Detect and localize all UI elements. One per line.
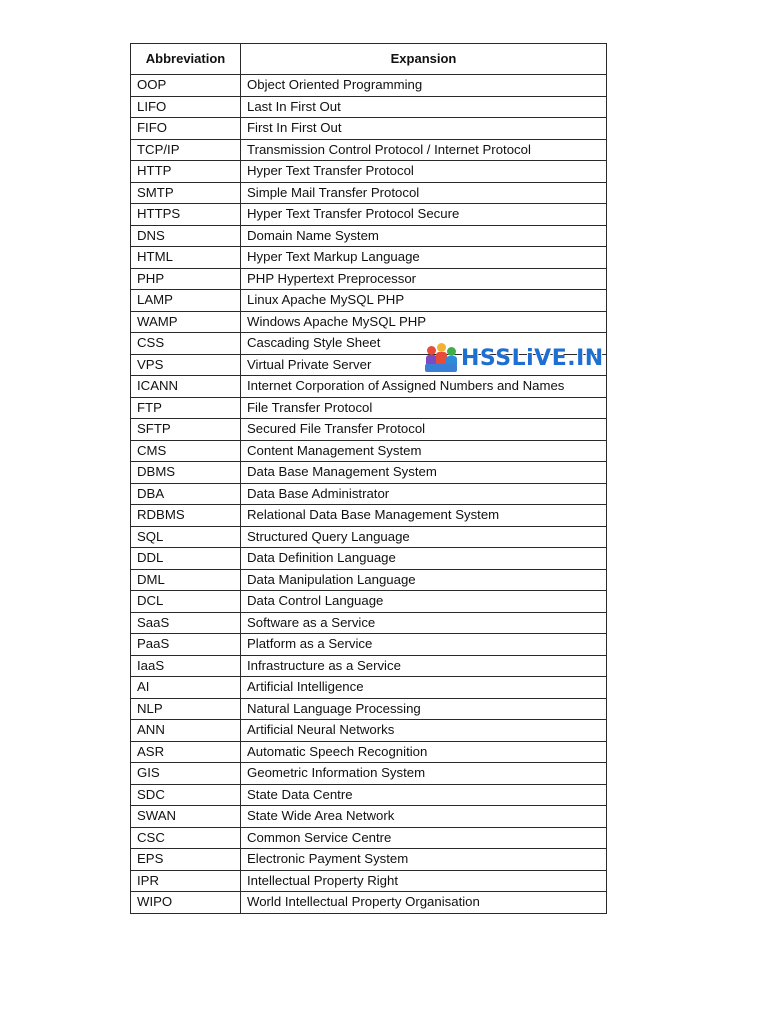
abbreviation-cell: HTML [131, 247, 241, 269]
table-row [131, 290, 607, 312]
watermark-text: HSSLiVE.IN [461, 345, 604, 371]
abbreviation-cell: SDC [131, 784, 241, 806]
table-row [131, 483, 607, 505]
abbreviation-cell: ASR [131, 741, 241, 763]
table-row [131, 419, 607, 441]
abbreviation-cell: FTP [131, 397, 241, 419]
expansion-cell: Windows Apache MySQL PHP [241, 311, 607, 333]
expansion-cell: Data Base Management System [241, 462, 607, 484]
table-row [131, 440, 607, 462]
table-row [131, 612, 607, 634]
table-row [131, 96, 607, 118]
abbreviation-cell: PHP [131, 268, 241, 290]
abbreviation-cell: EPS [131, 849, 241, 871]
expansion-cell: Structured Query Language [241, 526, 607, 548]
abbreviation-cell: CMS [131, 440, 241, 462]
abbreviation-cell: SWAN [131, 806, 241, 828]
table-row [131, 655, 607, 677]
expansion-cell: State Data Centre [241, 784, 607, 806]
table-row [131, 634, 607, 656]
table-row [131, 806, 607, 828]
abbreviation-cell: DBA [131, 483, 241, 505]
abbreviation-cell: DNS [131, 225, 241, 247]
expansion-cell: World Intellectual Property Organisation [241, 892, 607, 914]
table-row [131, 741, 607, 763]
table-row [131, 505, 607, 527]
abbreviation-cell: DML [131, 569, 241, 591]
table-row [131, 784, 607, 806]
table-row [131, 161, 607, 183]
table-row [131, 870, 607, 892]
abbreviation-cell: NLP [131, 698, 241, 720]
table-row [131, 397, 607, 419]
abbreviation-cell: SMTP [131, 182, 241, 204]
table-row [131, 225, 607, 247]
table-row [131, 677, 607, 699]
abbreviation-cell: GIS [131, 763, 241, 785]
abbreviation-cell: OOP [131, 75, 241, 97]
table-row [131, 204, 607, 226]
expansion-cell: Secured File Transfer Protocol [241, 419, 607, 441]
expansion-cell: Data Definition Language [241, 548, 607, 570]
expansion-cell: Electronic Payment System [241, 849, 607, 871]
table-row [131, 827, 607, 849]
expansion-cell: Data Control Language [241, 591, 607, 613]
table-row [131, 376, 607, 398]
abbreviation-cell: SQL [131, 526, 241, 548]
abbreviation-cell: HTTP [131, 161, 241, 183]
expansion-cell: Platform as a Service [241, 634, 607, 656]
expansion-cell: Linux Apache MySQL PHP [241, 290, 607, 312]
expansion-cell: Content Management System [241, 440, 607, 462]
abbreviation-cell: VPS [131, 354, 241, 376]
abbreviation-cell: CSS [131, 333, 241, 355]
table-row [131, 75, 607, 97]
expansion-cell: Artificial Intelligence [241, 677, 607, 699]
abbreviation-cell: CSC [131, 827, 241, 849]
table-row [131, 698, 607, 720]
table-row [131, 526, 607, 548]
table-row [131, 720, 607, 742]
expansion-cell: Data Manipulation Language [241, 569, 607, 591]
expansion-cell: Geometric Information System [241, 763, 607, 785]
table-row [131, 182, 607, 204]
header-expansion: Expansion [241, 44, 607, 75]
expansion-cell: Hyper Text Transfer Protocol Secure [241, 204, 607, 226]
abbreviation-table [130, 43, 607, 914]
abbreviation-cell: TCP/IP [131, 139, 241, 161]
table-row [131, 892, 607, 914]
table-row [131, 118, 607, 140]
expansion-cell: First In First Out [241, 118, 607, 140]
expansion-cell: Hyper Text Markup Language [241, 247, 607, 269]
expansion-cell: Cascading Style Sheet [241, 333, 607, 355]
expansion-cell: Internet Corporation of Assigned Numbers and Names [241, 376, 607, 398]
table-header-row [131, 44, 607, 75]
table-row [131, 333, 607, 355]
expansion-cell: Artificial Neural Networks [241, 720, 607, 742]
expansion-cell: Natural Language Processing [241, 698, 607, 720]
abbreviation-cell: AI [131, 677, 241, 699]
expansion-cell: Software as a Service [241, 612, 607, 634]
abbreviation-cell: LAMP [131, 290, 241, 312]
abbreviation-cell: IaaS [131, 655, 241, 677]
expansion-cell: Common Service Centre [241, 827, 607, 849]
expansion-cell: Relational Data Base Management System [241, 505, 607, 527]
expansion-cell: Domain Name System [241, 225, 607, 247]
table-row [131, 311, 607, 333]
abbreviation-cell: WAMP [131, 311, 241, 333]
abbreviation-cell: RDBMS [131, 505, 241, 527]
expansion-cell: Transmission Control Protocol / Internet Protocol [241, 139, 607, 161]
header-abbreviation: Abbreviation [131, 44, 241, 75]
table-row [131, 548, 607, 570]
expansion-cell: State Wide Area Network [241, 806, 607, 828]
table-row [131, 268, 607, 290]
abbreviation-cell: SFTP [131, 419, 241, 441]
abbreviation-cell: PaaS [131, 634, 241, 656]
expansion-cell: Last In First Out [241, 96, 607, 118]
abbreviation-cell: LIFO [131, 96, 241, 118]
abbreviation-cell: ANN [131, 720, 241, 742]
expansion-cell: Infrastructure as a Service [241, 655, 607, 677]
expansion-cell: PHP Hypertext Preprocessor [241, 268, 607, 290]
abbreviation-cell: SaaS [131, 612, 241, 634]
abbreviation-cell: WIPO [131, 892, 241, 914]
abbreviation-cell: HTTPS [131, 204, 241, 226]
expansion-cell: File Transfer Protocol [241, 397, 607, 419]
table-body [131, 75, 607, 914]
abbreviation-cell: IPR [131, 870, 241, 892]
expansion-cell: Automatic Speech Recognition [241, 741, 607, 763]
expansion-cell: Hyper Text Transfer Protocol [241, 161, 607, 183]
table-row [131, 462, 607, 484]
expansion-cell: Virtual Private Server [241, 354, 607, 376]
table-row [131, 763, 607, 785]
expansion-cell: Object Oriented Programming [241, 75, 607, 97]
abbreviation-cell: DBMS [131, 462, 241, 484]
expansion-cell: Intellectual Property Right [241, 870, 607, 892]
table-row [131, 139, 607, 161]
table-row [131, 354, 607, 376]
abbreviation-cell: DDL [131, 548, 241, 570]
abbreviation-cell: ICANN [131, 376, 241, 398]
abbreviation-cell: FIFO [131, 118, 241, 140]
expansion-cell: Simple Mail Transfer Protocol [241, 182, 607, 204]
abbreviation-cell: DCL [131, 591, 241, 613]
table-row [131, 591, 607, 613]
table-row [131, 849, 607, 871]
table-row [131, 569, 607, 591]
expansion-cell: Data Base Administrator [241, 483, 607, 505]
table-row [131, 247, 607, 269]
